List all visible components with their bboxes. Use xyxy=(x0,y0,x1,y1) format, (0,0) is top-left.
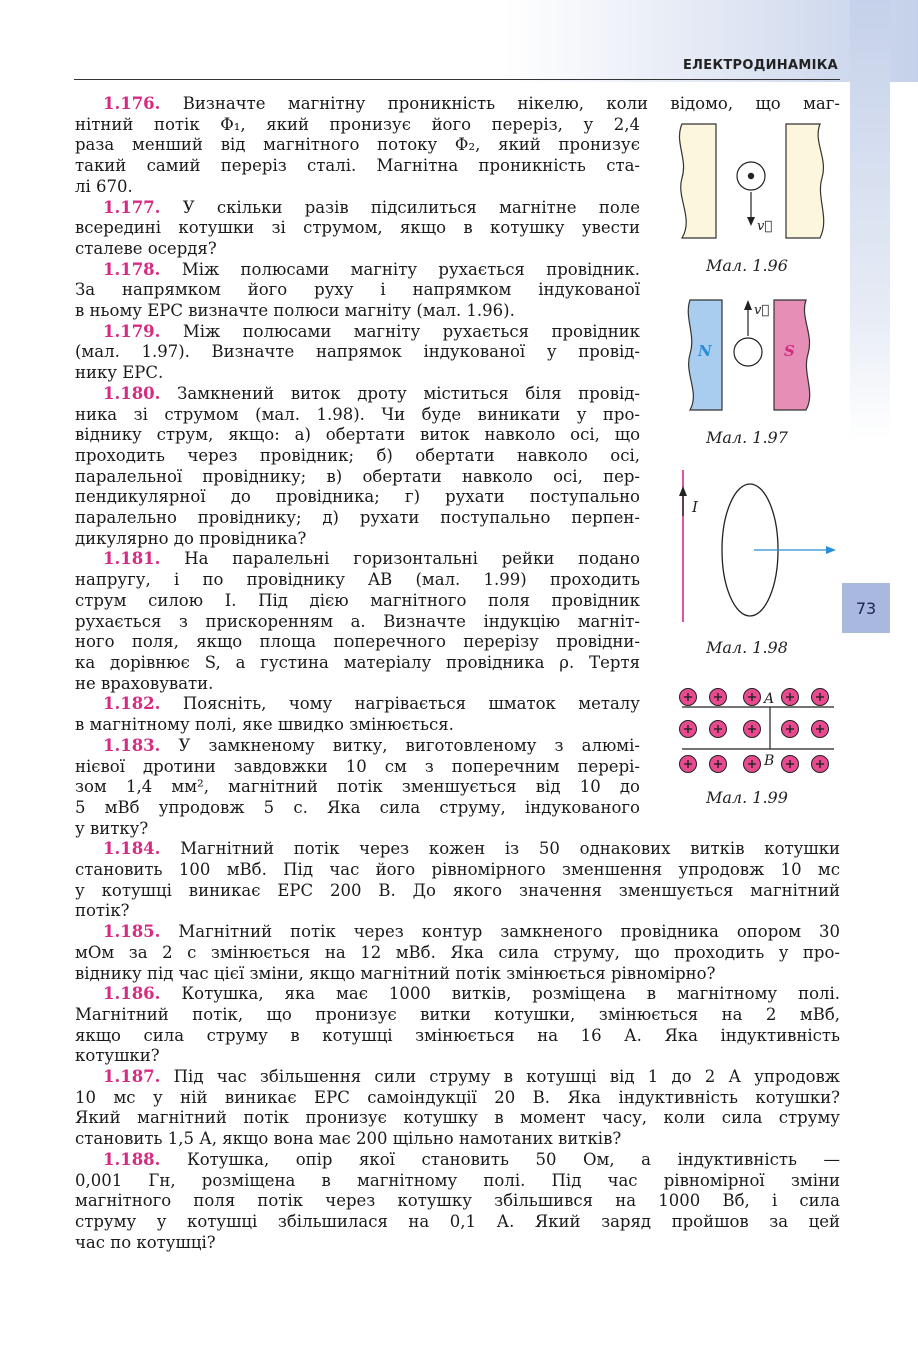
problem-line xyxy=(75,115,640,136)
field-marker xyxy=(744,721,761,738)
section-title: ЕЛЕКТРОДИНАМІКА xyxy=(683,58,838,73)
problem-text: Замкнений виток дроту міститься біля провід- xyxy=(177,383,641,403)
label-a: A xyxy=(764,691,775,707)
problem-line xyxy=(75,1191,840,1212)
problem-text: нітний потік Φ₁, який пронизує його переріз, у 2,4 xyxy=(75,114,640,134)
problem-line xyxy=(75,322,640,343)
problem-text: 5 мВб упродовж 5 с. Яка сила струму, індукованого xyxy=(75,797,640,817)
problem-line xyxy=(75,612,640,633)
problem-line xyxy=(75,239,640,260)
problem-line xyxy=(75,819,640,840)
problem-line xyxy=(75,218,640,239)
problem-number: 1.184. xyxy=(103,839,161,859)
problem-line xyxy=(75,405,640,426)
problem-line xyxy=(75,860,840,881)
problem-line xyxy=(75,591,640,612)
problem-text: Поясніть, чому нагрівається шматок металу xyxy=(182,694,640,714)
problem-number: 1.177. xyxy=(103,197,161,217)
problem xyxy=(75,198,640,260)
problem-text: Визначте магнітну проникність нікелю, коли відомо, що маг- xyxy=(182,94,840,113)
problem-text: Між полюсами магніту рухається провідник. xyxy=(181,259,640,279)
current-label: I xyxy=(692,498,698,516)
caption-1-97: Мал. 1.97 xyxy=(706,428,788,447)
caption-1-99: Мал. 1.99 xyxy=(706,788,788,807)
problem-line xyxy=(75,1067,840,1088)
problem-text: дикулярно до провідника? xyxy=(75,528,307,548)
problem-number: 1.179. xyxy=(103,321,161,341)
problem-line xyxy=(75,798,640,819)
problem-line xyxy=(75,1005,840,1026)
page-number: 73 xyxy=(842,583,890,633)
problem-text: струм силою I. Під дією магнітного поля провідник xyxy=(75,590,640,610)
problem-line xyxy=(75,1088,840,1109)
problem-line xyxy=(75,260,640,281)
velocity-label: v⃗ xyxy=(754,303,770,318)
problem-line xyxy=(75,1171,840,1192)
field-marker xyxy=(710,756,727,773)
problem-line xyxy=(75,922,840,943)
problem-text: становить 1,5 А, якщо вона має 200 щільно намотаних витків? xyxy=(75,1129,622,1149)
problem-line xyxy=(75,342,640,363)
problem xyxy=(75,384,640,550)
problem-number: 1.186. xyxy=(103,984,161,1004)
problem-line xyxy=(75,549,640,570)
problem-number: 1.182. xyxy=(103,694,161,714)
magnetic-field-markers xyxy=(680,689,829,773)
caption-1-96: Мал. 1.96 xyxy=(706,256,788,275)
problem-number: 1.180. xyxy=(103,383,161,403)
problem-text: напругу, і по провіднику AB (мал. 1.99) проходить xyxy=(75,570,640,590)
problem-number: 1.183. xyxy=(103,735,161,755)
problem-text: час по котушці? xyxy=(75,1232,216,1252)
problem-text: ного поля, якщо площа поперечного перерізу провідни- xyxy=(75,632,640,652)
problem-text: Між полюсами магніту рухається провідник xyxy=(182,321,640,341)
problem-text: всередині котушки зі струмом, якщо в котушку увести xyxy=(75,218,640,238)
problem xyxy=(75,839,840,922)
problem xyxy=(75,984,840,1067)
pole-label-s: S xyxy=(784,342,795,360)
problem-line xyxy=(75,384,640,405)
problem-number: 1.176. xyxy=(103,94,161,113)
problem-text: у витку? xyxy=(75,818,149,838)
problem-line xyxy=(75,446,640,467)
problem-line xyxy=(75,943,840,964)
field-marker xyxy=(782,756,799,773)
problem xyxy=(75,260,640,322)
problem-line xyxy=(75,425,640,446)
field-marker xyxy=(812,689,829,706)
field-marker xyxy=(812,756,829,773)
problem-text: якщо сила струму в котушці змінюється на 16 А. Яка індуктивність xyxy=(75,1025,840,1045)
problem-text: сталеве осердя? xyxy=(75,238,217,258)
conductor-circle xyxy=(734,338,762,366)
problem-text: в ньому ЕРС визначте полюси магніту (мал. 1.96). xyxy=(75,301,515,321)
problem-text: зом 1,4 мм², магнітний потік зменшується від 10 до xyxy=(75,777,640,797)
problem-text: Магнітний потік через кожен із 50 однакових витків котушки xyxy=(180,839,840,859)
problem-line xyxy=(75,715,640,736)
problem xyxy=(75,549,640,694)
problem-text: У скільки разів підсилиться магнітне поле xyxy=(182,197,641,217)
problem-line xyxy=(75,653,640,674)
velocity-label: v⃗ xyxy=(757,219,773,234)
problem-number: 1.181. xyxy=(103,549,161,569)
header-rule xyxy=(74,79,840,80)
problem-line xyxy=(75,632,640,653)
problem-number: 1.178. xyxy=(103,259,161,279)
problem-line xyxy=(75,156,640,177)
problem-text: У замкненому витку, виготовленому з алюмі- xyxy=(178,735,640,755)
problem xyxy=(75,694,640,735)
problem-text: проходить через провідник; б) обертати навколо осі, xyxy=(75,445,640,465)
problem-text: віднику струм, якщо: а) обертати виток навколо осі, що xyxy=(75,425,640,445)
problem-text: віднику під час цієї зміни, якщо магнітний потік змінюється рівномірно? xyxy=(75,963,716,983)
figure-1-98 xyxy=(672,466,847,626)
problem-line xyxy=(75,1129,840,1150)
problem-line xyxy=(75,694,640,715)
problem-text: мОм за 2 с змінюється на 12 мВб. Яка сила струму, що проходить у про- xyxy=(75,942,840,962)
problem-line xyxy=(75,839,840,860)
problem-text: Під час збільшення сили струму в котушці від 1 до 2 А упродовж xyxy=(173,1067,840,1087)
problem-number: 1.188. xyxy=(103,1149,161,1169)
problem-line xyxy=(75,736,640,757)
problem xyxy=(75,94,840,198)
problem-line xyxy=(75,757,640,778)
problem-line xyxy=(75,570,640,591)
field-marker xyxy=(680,721,697,738)
problem-text: За напрямком його руху і напрямком індукованої xyxy=(75,280,640,300)
problem-text: пендикулярної до провідника; г) рухати поступально xyxy=(75,487,640,507)
problem-line xyxy=(75,777,640,798)
problem-text: ка дорівнює S, а густина матеріалу провідника ρ. Тертя xyxy=(75,652,640,672)
problem-line xyxy=(75,508,640,529)
problem-text: раза менший від магнітного потоку Φ₂, який пронизує xyxy=(75,135,640,155)
problem-text: Магнітний потік, що пронизує витки котушки, змінюється на 2 мВб, xyxy=(75,1004,840,1024)
problem-text: у котушці виникає ЕРС 200 В. До якого значення зменшується магнітний xyxy=(75,880,840,900)
figure-1-99 xyxy=(674,685,844,777)
label-b: B xyxy=(764,753,775,769)
problem-line xyxy=(75,674,640,695)
problem-text: На паралельні горизонтальні рейки подано xyxy=(184,549,640,569)
problem-text: такий самий переріз сталі. Магнітна проникність ста- xyxy=(75,156,640,176)
problem-line xyxy=(75,363,640,384)
problem-text: в магнітному полі, яке швидко змінюється. xyxy=(75,715,454,735)
problem-text: Магнітний потік через контур замкненого провідника опором 30 xyxy=(178,922,840,942)
problem-text: потік? xyxy=(75,901,130,921)
problem-text: паралельної провіднику; в) обертати навколо осі, пер- xyxy=(75,466,640,486)
field-marker xyxy=(680,689,697,706)
problem-number: 1.187. xyxy=(103,1067,161,1087)
problem-text: струму у котушці збільшилася на 0,1 А. Який заряд пройшов за цей xyxy=(75,1211,840,1231)
field-marker xyxy=(710,689,727,706)
problem-text: магнітного поля потік через котушку збільшився на 1000 Вб, і сила xyxy=(75,1191,840,1211)
problem-line xyxy=(75,94,840,115)
field-marker xyxy=(710,721,727,738)
field-marker xyxy=(812,721,829,738)
magnet-pole-right xyxy=(786,124,824,238)
problem-line xyxy=(75,964,840,985)
problem-text: ника зі струмом (мал. 1.98). Чи буде виникати у про- xyxy=(75,404,640,424)
field-marker xyxy=(744,689,761,706)
problem-text: 10 мс у ній виникає ЕРС самоіндукції 20 В. Яка індуктивність котушки? xyxy=(75,1087,840,1107)
problem-text: становить 100 мВб. Під час його рівномірного зменшення упродовж 10 мс xyxy=(75,860,840,880)
problem-text: Котушка, яка має 1000 витків, розміщена в магнітному полі. xyxy=(181,984,841,1004)
problem-text: не враховувати. xyxy=(75,673,214,693)
problem-line xyxy=(75,1026,840,1047)
problem-line xyxy=(75,1108,840,1129)
problem-line xyxy=(75,301,640,322)
field-marker xyxy=(680,756,697,773)
problem xyxy=(75,736,640,840)
problem-text: котушки? xyxy=(75,1046,160,1066)
problem-line xyxy=(75,1212,840,1233)
problem-text: нієвої дротини завдовжки 10 см з поперечним перері- xyxy=(75,756,640,776)
problem-text: нику ЕРС. xyxy=(75,363,164,383)
problem-line xyxy=(75,1150,840,1171)
problem-text: лі 670. xyxy=(75,176,133,196)
problem-line xyxy=(75,198,640,219)
problem-line xyxy=(75,280,640,301)
problem-text: Котушка, опір якої становить 50 Ом, а індуктивність — xyxy=(186,1149,840,1169)
figure-1-97 xyxy=(680,296,830,416)
caption-1-98: Мал. 1.98 xyxy=(706,638,788,657)
problem-line xyxy=(75,1046,840,1067)
problem-line xyxy=(75,529,640,550)
problem-text: рухається з прискоренням a. Визначте індукцію магніт- xyxy=(75,611,640,631)
field-marker xyxy=(782,689,799,706)
figure-1-96 xyxy=(668,118,838,248)
field-marker xyxy=(782,721,799,738)
problem-line xyxy=(75,467,640,488)
problem-text: 0,001 Гн, розміщена в магнітному полі. Під час рівномірної зміни xyxy=(75,1170,840,1190)
problem xyxy=(75,1067,840,1150)
problem-text: (мал. 1.97). Визначте напрямок індукованої у провід- xyxy=(75,342,640,362)
problem xyxy=(75,322,640,384)
problem xyxy=(75,1150,840,1254)
problem-line xyxy=(75,487,640,508)
problem-line xyxy=(75,135,640,156)
problem-line xyxy=(75,984,840,1005)
problem-line xyxy=(75,177,640,198)
pole-label-n: N xyxy=(698,342,712,360)
field-marker xyxy=(744,756,761,773)
problem-text: паралельно провіднику; д) рухати поступально перпен- xyxy=(75,508,640,528)
magnet-pole-left xyxy=(679,124,716,238)
problem-text: Який магнітний потік пронизує котушку в момент часу, коли сила струму xyxy=(75,1108,840,1128)
problem-number: 1.185. xyxy=(103,922,161,942)
problem-line xyxy=(75,1233,840,1254)
side-band xyxy=(850,0,890,440)
problem xyxy=(75,922,840,984)
problem-line xyxy=(75,881,840,902)
problem-line xyxy=(75,901,840,922)
